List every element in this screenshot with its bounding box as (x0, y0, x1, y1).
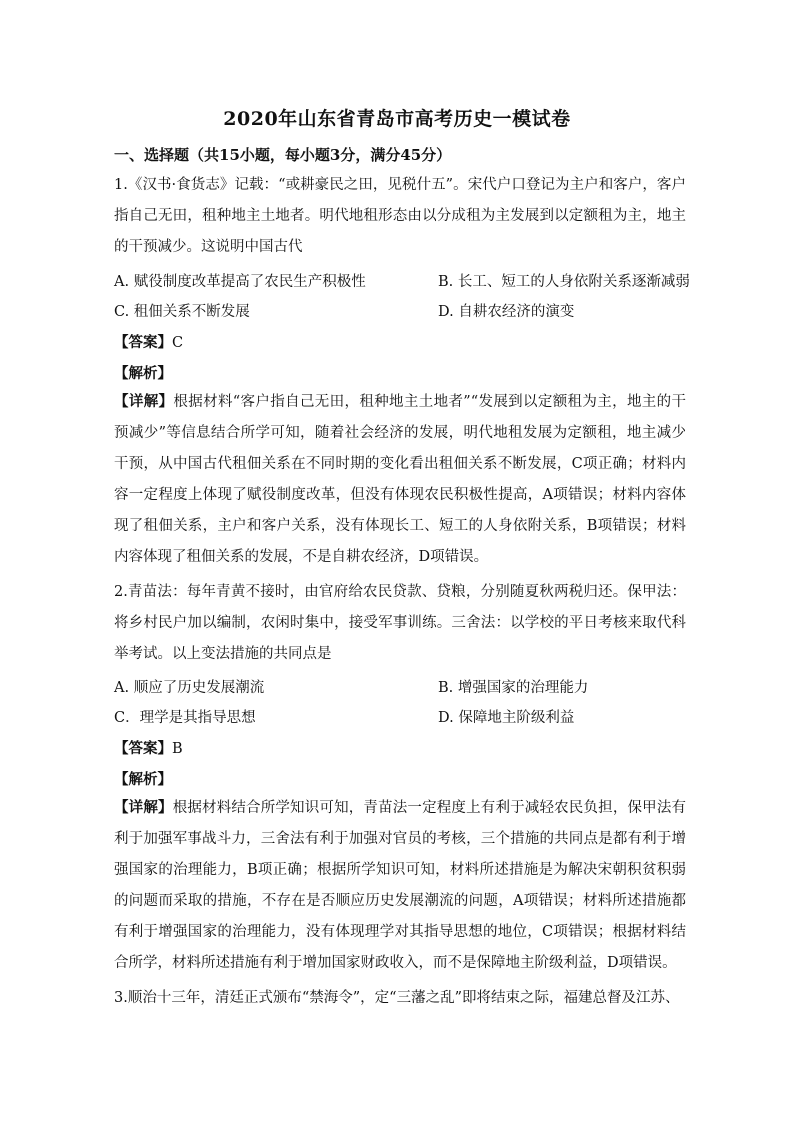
answer-label: 【答案】 (114, 740, 172, 757)
q1-option-c: C. 租佃关系不断发展 (114, 304, 250, 320)
exam-title: 2020年山东省青岛市高考历史一模试卷 (223, 108, 571, 130)
q1-answer (114, 331, 183, 352)
q1-detail-text: 根据材料“客户指自己无田，租种地主土地者”“发展到以定额租为主，地主的干预减少”等信息结合所学可知，随着社会经济的发展，明代地租发展为定额租，地主减少干预，从中国古代租佃关系在不同时期的变化看出租佃关系不断发展，C项正确；材料内容一定程度上体现了赋役制度改革，但没有体现农民积极性提高，A项错误；材料内容体现了租佃关系，主户和客户关系，没有体现长工、短工的人身依附关系，B项错误；材料内容体现了租佃关系的发展，不是自耕农经济，D项错误。 (114, 394, 686, 565)
question-3-stem: 3.顺治十三年，清廷正式颁布“禁海令”，定“三藩之乱”即将结束之际，福建总督及江苏、 (114, 990, 680, 1006)
answer-label: 【答案】 (114, 334, 172, 351)
q1-option-b: B. 长工、短工的人身依附关系逐渐减弱 (438, 274, 690, 290)
detail-label: 【详解】 (114, 393, 174, 410)
q2-analysis-label: 【解析】 (114, 771, 172, 788)
q1-detail (114, 386, 686, 573)
q1-answer-value: C (172, 335, 184, 351)
q2-detail-text: 根据材料结合所学知识可知，青苗法一定程度上有利于减轻农民负担，保甲法有利于加强军事战斗力，三舍法有利于加强对官员的考核，三个措施的共同点是都有利于增强国家的治理能力，B项正确；根据所学知识可知，材料所述措施是为解决宋朝积贫积弱的问题而采取的措施，不存在是否顺应历史发展潮流的问题，A项错误；材料所述措施都有利于增强国家的治理能力，没有体现理学对其指导思想的地位，C项错误；根据材料结合所学，材料所述措施有利于增加国家财政收入，而不是保障地主阶级利益，D项错误。 (114, 800, 687, 971)
q2-option-d: D. 保障地主阶级利益 (438, 710, 575, 726)
question-1-stem: 1.《汉书·食货志》记载：“或耕豪民之田，见税什五”。宋代户口登记为主户和客户，客户指自己无田，租种地主土地者。明代地租形态由以分成租为主发展到以定额租为主，地主的干预减少。这说明中国古代 (114, 177, 686, 255)
q2-option-c: C．理学是其指导思想 (114, 710, 256, 726)
q2-answer (114, 737, 183, 758)
detail-label: 【详解】 (114, 799, 173, 816)
q2-detail (114, 792, 686, 979)
q2-option-b: B. 增强国家的治理能力 (438, 680, 589, 696)
question-2-stem: 2.青苗法：每年青黄不接时，由官府给农民贷款、贷粮，分别随夏秋两税归还。保甲法：将乡村民户加以编制，农闲时集中，接受军事训练。三舍法：以学校的平日考核来取代科举考试。以上变法措施的共同点是 (114, 584, 686, 662)
q1-option-a: A. 赋役制度改革提高了农民生产积极性 (114, 274, 366, 290)
q1-option-d: D. 自耕农经济的演变 (438, 304, 575, 320)
section-heading: 一、选择题（共15小题，每小题3分，满分45分） (114, 146, 452, 164)
q2-option-a: A. 顺应了历史发展潮流 (114, 680, 265, 696)
q2-answer-value: B (172, 741, 183, 757)
q1-analysis-label: 【解析】 (114, 365, 172, 382)
